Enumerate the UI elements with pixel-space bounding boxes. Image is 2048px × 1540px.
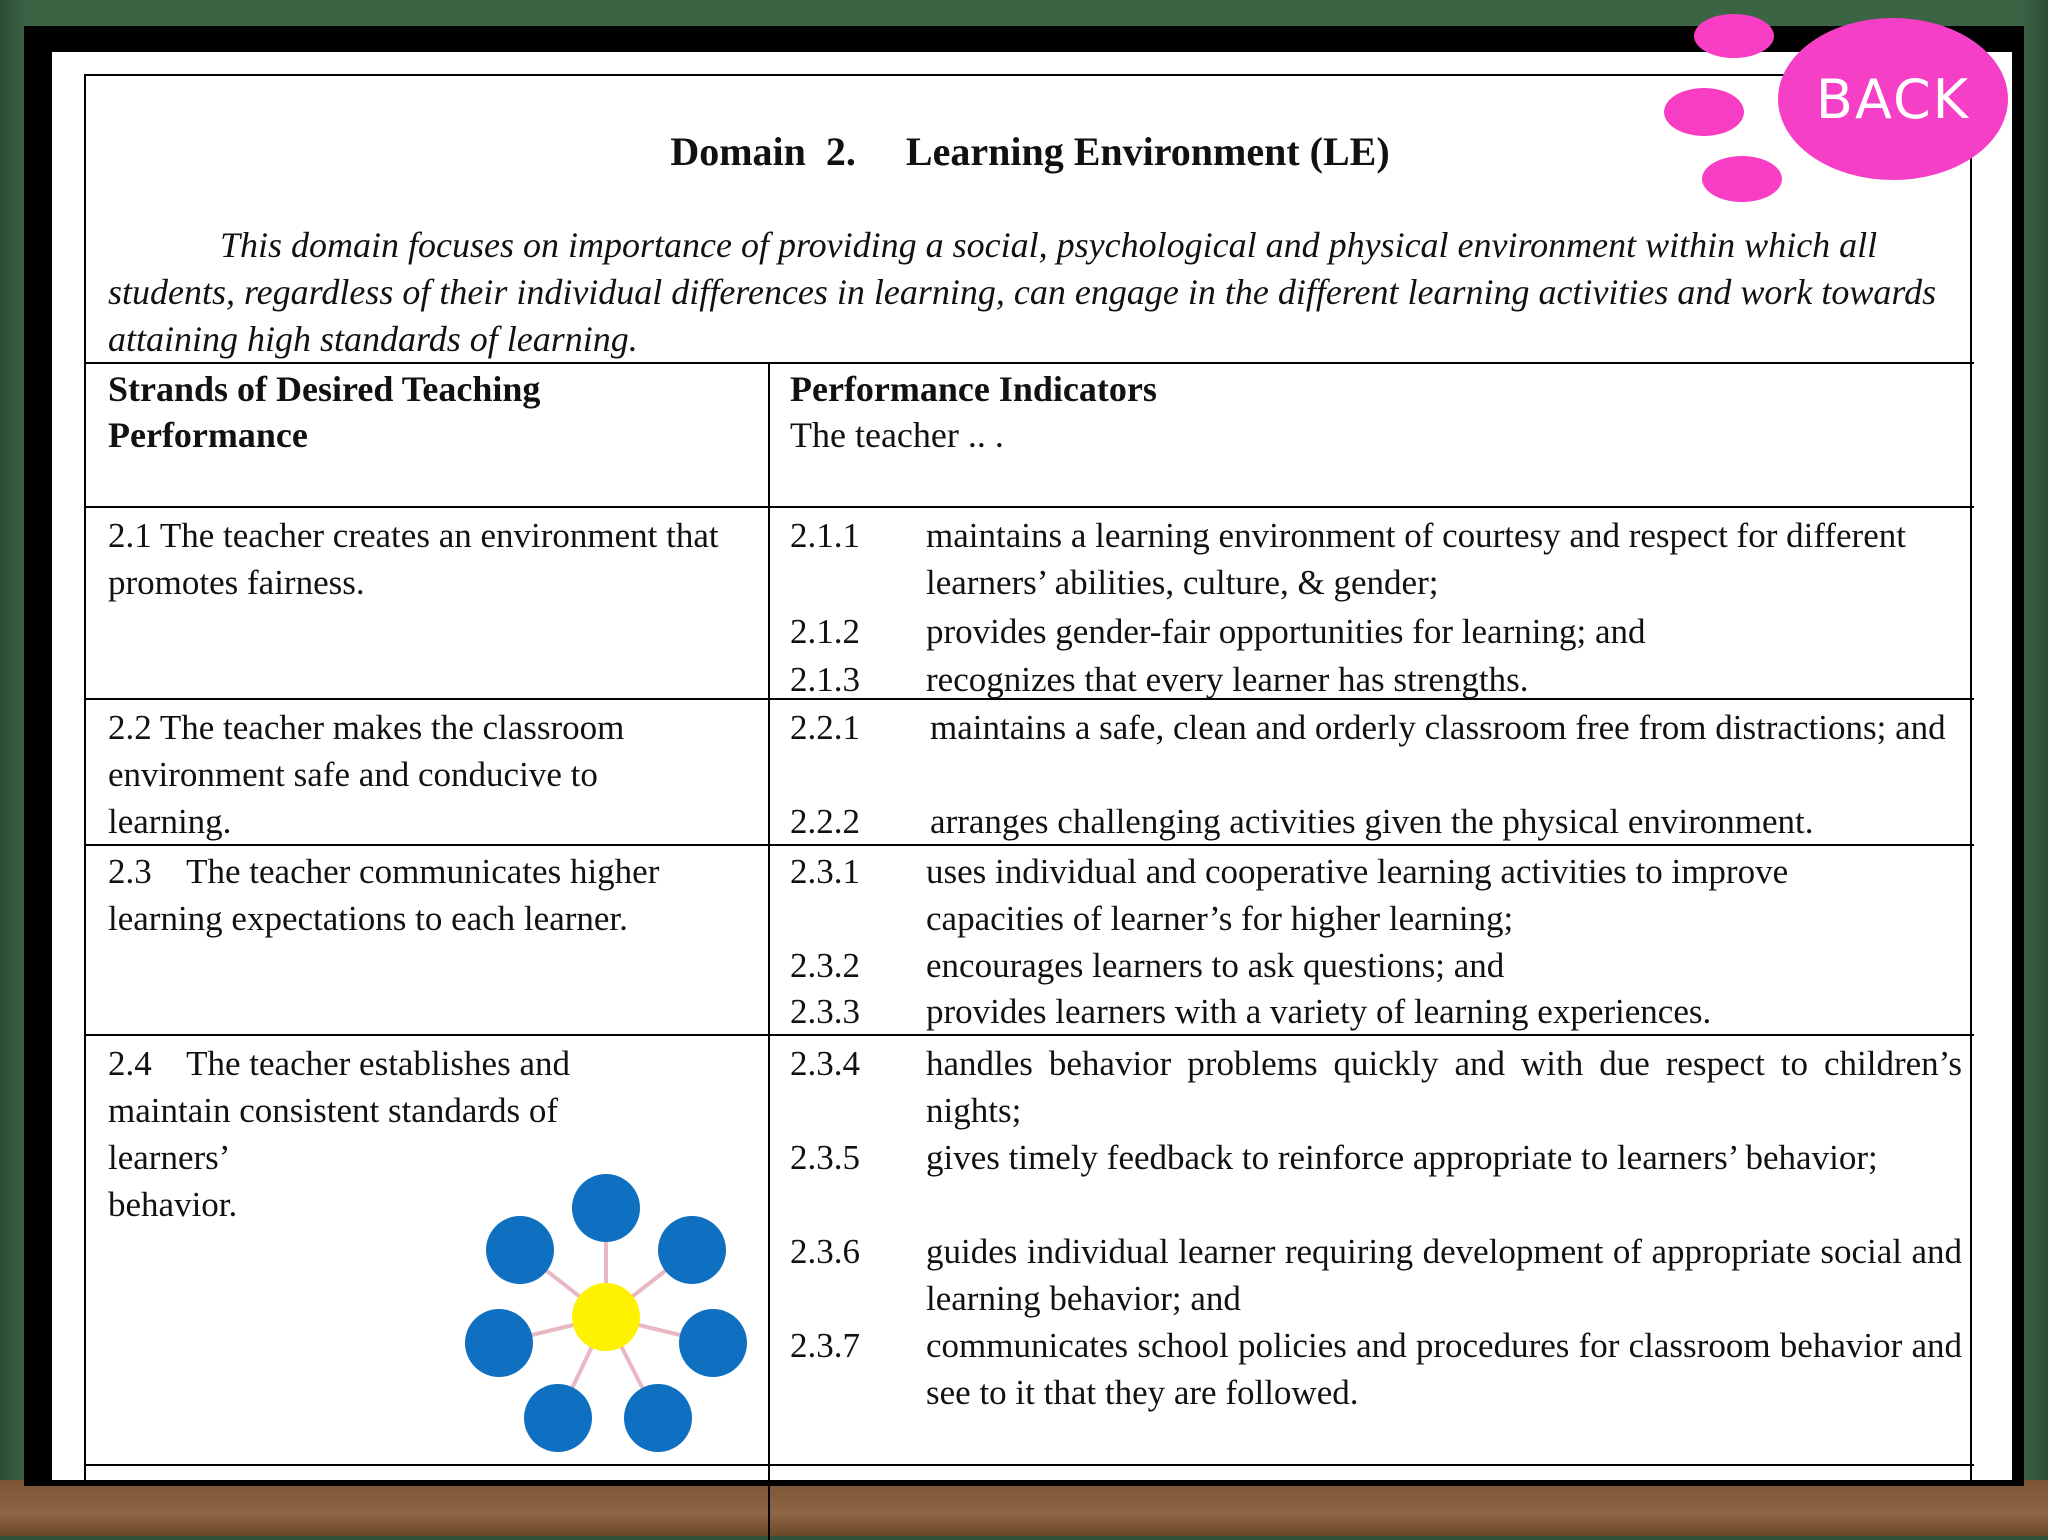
indicator-number: 2.3.3: [790, 992, 860, 1031]
indicator-number: 2.1.2: [790, 612, 860, 651]
indicator-number: 2.3.4: [790, 1044, 860, 1083]
indicator-number: 2.1.3: [790, 660, 860, 699]
indicator-text: gives timely feedback to reinforce appropriate to learners’ behavior;: [926, 1138, 1878, 1177]
indicator-number: 2.3.1: [790, 852, 860, 891]
indicator-number: 2.3.7: [790, 1326, 860, 1365]
header-strands: Strands of Desired Teaching Performance: [108, 369, 541, 455]
table-border-bottom: [86, 1464, 1974, 1466]
diagram-node: [658, 1216, 726, 1284]
table-border-top: [86, 362, 1974, 364]
indicator-text: recognizes that every learner has strengths.: [926, 660, 1529, 699]
indicator-row: [790, 512, 1960, 608]
diagram-node: [465, 1309, 533, 1377]
header-indicators-sub: The teacher .. .: [790, 415, 1004, 455]
indicator-text: guides individual learner requiring development of appropriate social and learning behavior; and: [926, 1232, 1962, 1318]
indicator-text: provides gender-fair opportunities for learning; and: [926, 612, 1646, 651]
indicator-number: 2.2.2: [790, 802, 860, 841]
indicator-text: provides learners with a variety of learning experiences.: [926, 992, 1712, 1031]
indicator-number: 2.3.6: [790, 1232, 860, 1271]
indicator-text: maintains a learning environment of courtesy and respect for different learners’ abilities, culture, & gender;: [926, 516, 1906, 602]
diagram-node: [624, 1384, 692, 1452]
strand-2-1: 2.1 The teacher creates an environment that promotes fairness.: [108, 516, 719, 602]
header-indicators: Performance Indicators The teacher .. .: [790, 369, 1157, 455]
indicator-text: communicates school policies and procedures for classroom behavior and see to it that they are followed.: [926, 1326, 1962, 1412]
indicator-text: arranges challenging activities given the physical environment.: [930, 802, 1814, 841]
diagram-node: [486, 1216, 554, 1284]
strand-2-4: 2.4 The teacher establishes and maintain consistent standards of learners’ behavior.: [108, 1044, 570, 1224]
diagram-center-node: [572, 1283, 640, 1351]
strand-2-3: 2.3 The teacher communicates higher learning expectations to each learner.: [108, 852, 669, 938]
indicator-text: handles behavior problems quickly and with due respect to children’s nights;: [926, 1044, 1962, 1130]
indicator-number: 2.1.1: [790, 516, 860, 555]
chalkboard-right: [2024, 0, 2048, 1536]
domain-description: This domain focuses on importance of providing a social, psychological and physical environment within which all students, regardless of their individual differences in learning, can engage in the different learning activities and work towards attaining high standards of learning.: [108, 225, 1937, 359]
strand-2-2: 2.2 The teacher makes the classroom environment safe and conducive to learning.: [108, 708, 625, 841]
diagram-node: [572, 1174, 640, 1242]
chalkboard-left: [0, 0, 24, 1536]
indicator-number: 2.3.2: [790, 946, 860, 985]
indicator-text: maintains a safe, clean and orderly classroom free from distractions; and: [930, 708, 1946, 747]
domain-title: Domain 2. Learning Environment (LE): [670, 129, 1390, 174]
column-divider: [768, 364, 770, 1540]
chalk-ledge: [0, 1480, 2048, 1536]
indicator-text: encourages learners to ask questions; and: [926, 946, 1505, 985]
indicator-number: 2.3.5: [790, 1138, 860, 1177]
back-button[interactable]: BACK: [1778, 18, 2008, 180]
indicator-text: uses individual and cooperative learning activities to improve capacities of learner’s for higher learning;: [926, 852, 1789, 938]
mind-map-diagram: [460, 1170, 760, 1460]
indicator-number: 2.2.1: [790, 708, 860, 747]
header-divider: [86, 506, 1974, 508]
diagram-node: [524, 1384, 592, 1452]
document-page: [84, 74, 1972, 1484]
diagram-node: [679, 1309, 747, 1377]
